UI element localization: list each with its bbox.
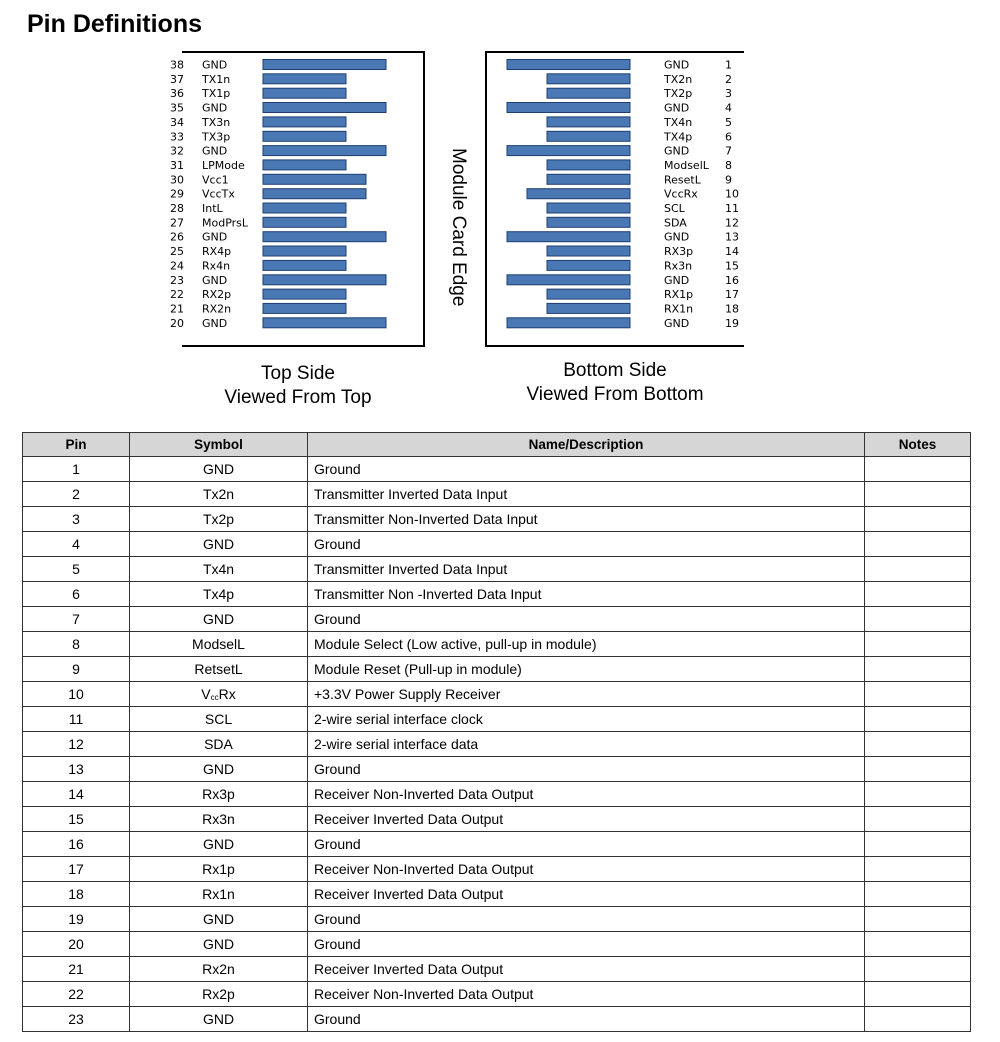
- pin-cell: 12: [23, 732, 130, 757]
- notes-cell: [865, 632, 971, 657]
- bottom-pin-label: ResetL: [664, 173, 701, 187]
- bottom-pin-13-contact: [507, 232, 630, 242]
- notes-cell: [865, 807, 971, 832]
- top-pin-32-contact: [263, 146, 386, 156]
- notes-cell: [865, 607, 971, 632]
- notes-cell: [865, 507, 971, 532]
- table-row: [23, 732, 971, 757]
- top-pin-24-contact: [263, 260, 346, 270]
- symbol-text: V: [201, 686, 211, 702]
- top-pin-label: GND: [202, 230, 228, 244]
- top-pin-22-contact: [263, 289, 346, 299]
- bottom-pin-number: 12: [725, 216, 739, 230]
- top-pin-25-contact: [263, 246, 346, 256]
- bottom-pin-3-contact: [547, 88, 630, 98]
- table-row: [23, 532, 971, 557]
- bottom-pin-number: 18: [725, 302, 739, 316]
- table-row: [23, 857, 971, 882]
- top-pin-number: 20: [170, 316, 184, 330]
- top-pin-38-contact: [263, 60, 386, 70]
- notes-cell: [865, 682, 971, 707]
- bottom-pin-label: GND: [664, 316, 690, 330]
- bottom-pin-6-contact: [547, 131, 630, 141]
- top-pin-label: TX1p: [202, 87, 231, 101]
- top-pin-number: 26: [170, 230, 184, 244]
- bottom-side-caption: [505, 359, 725, 407]
- bottom-pin-label: TX2n: [664, 72, 693, 86]
- table-row: [23, 982, 971, 1007]
- bottom-pin-number: 10: [725, 187, 739, 201]
- bottom-pin-number: 7: [725, 144, 732, 158]
- description-cell: Ground: [308, 532, 865, 557]
- top-pin-label: GND: [202, 316, 228, 330]
- bottom-pin-label: Rx3n: [664, 259, 693, 273]
- notes-cell: [865, 957, 971, 982]
- symbol-cell: GND: [130, 532, 308, 557]
- top-pin-number: 38: [170, 58, 184, 72]
- top-pin-label: RX4p: [202, 245, 232, 258]
- top-pin-label: IntL: [202, 202, 223, 215]
- bottom-pin-number: 2: [725, 72, 732, 86]
- bottom-pin-number: 15: [725, 259, 739, 273]
- symbol-cell: GND: [130, 457, 308, 482]
- bottom-pin-16-contact: [507, 275, 630, 285]
- header-notes: Notes: [865, 433, 971, 457]
- notes-cell: [865, 707, 971, 732]
- top-pin-number: 35: [170, 101, 184, 115]
- description-cell: Ground: [308, 932, 865, 957]
- top-pin-number: 37: [170, 72, 184, 86]
- bottom-pin-7-contact: [507, 146, 630, 156]
- bottom-pin-label: GND: [664, 273, 690, 287]
- symbol-cell: Tx2p: [130, 507, 308, 532]
- symbol-cell: Tx4p: [130, 582, 308, 607]
- bottom-pin-number: 17: [725, 288, 739, 302]
- symbol-cell: RetsetL: [130, 657, 308, 682]
- description-cell: Ground: [308, 832, 865, 857]
- symbol-subscript: cc: [210, 693, 219, 702]
- symbol-cell: Rx2p: [130, 982, 308, 1007]
- top-pin-31-contact: [263, 160, 346, 170]
- bottom-pin-number: 9: [725, 173, 732, 187]
- pin-cell: 13: [23, 757, 130, 782]
- bottom-pin-label: TX4p: [664, 130, 693, 144]
- header-pin: Pin: [23, 433, 130, 457]
- top-pin-number: 36: [170, 87, 184, 101]
- description-cell: Ground: [308, 907, 865, 932]
- top-pin-label: RX2p: [202, 288, 232, 302]
- table-row: [23, 632, 971, 657]
- description-cell: Receiver Non-Inverted Data Output: [308, 782, 865, 807]
- table-row: [23, 807, 971, 832]
- symbol-cell: SCL: [130, 707, 308, 732]
- bottom-pin-label: RX1n: [664, 302, 694, 316]
- bottom-pin-label: SDA: [664, 216, 687, 230]
- notes-cell: [865, 757, 971, 782]
- pinout-diagram: [0, 40, 1000, 360]
- pin-cell: 18: [23, 882, 130, 907]
- bottom-pin-label: ModselL: [664, 158, 709, 172]
- symbol-cell: GND: [130, 932, 308, 957]
- description-cell: Module Reset (Pull-up in module): [308, 657, 865, 682]
- pin-cell: 5: [23, 557, 130, 582]
- top-pin-number: 33: [170, 130, 184, 144]
- top-pin-number: 31: [170, 158, 184, 172]
- table-row: [23, 482, 971, 507]
- description-cell: Ground: [308, 757, 865, 782]
- notes-cell: [865, 932, 971, 957]
- top-pin-21-contact: [263, 303, 346, 313]
- notes-cell: [865, 582, 971, 607]
- bottom-pin-label: RX3p: [664, 245, 694, 258]
- pin-cell: 14: [23, 782, 130, 807]
- table-row: [23, 682, 971, 707]
- pin-cell: 19: [23, 907, 130, 932]
- top-pin-28-contact: [263, 203, 346, 213]
- pin-cell: 8: [23, 632, 130, 657]
- table-row: [23, 707, 971, 732]
- bottom-pin-11-contact: [547, 203, 630, 213]
- bottom-pin-label: GND: [664, 144, 690, 158]
- notes-cell: [865, 857, 971, 882]
- table-header-row: [23, 433, 971, 457]
- pin-cell: 7: [23, 607, 130, 632]
- description-cell: 2-wire serial interface data: [308, 732, 865, 757]
- table-row: [23, 507, 971, 532]
- bottom-pin-number: 4: [725, 101, 732, 115]
- pin-cell: 2: [23, 482, 130, 507]
- description-cell: Receiver Non-Inverted Data Output: [308, 857, 865, 882]
- notes-cell: [865, 732, 971, 757]
- table-row: [23, 582, 971, 607]
- symbol-cell: Rx1n: [130, 882, 308, 907]
- top-pin-label: GND: [202, 273, 228, 287]
- bottom-pin-number: 13: [725, 230, 739, 244]
- bottom-pin-number: 6: [725, 130, 732, 144]
- symbol-cell: GND: [130, 757, 308, 782]
- top-pin-number: 24: [170, 259, 184, 273]
- table-row: [23, 957, 971, 982]
- module-card-edge-label: Module Card Edge: [448, 148, 469, 307]
- bottom-pin-8-contact: [547, 160, 630, 170]
- pin-definitions-table: [22, 432, 971, 1032]
- symbol-cell: GND: [130, 907, 308, 932]
- bottom-pin-label: SCL: [664, 202, 685, 215]
- description-cell: Ground: [308, 457, 865, 482]
- symbol-cell: Rx1p: [130, 857, 308, 882]
- bottom-pin-18-contact: [547, 303, 630, 313]
- top-pin-number: 34: [170, 115, 184, 129]
- symbol-cell: Tx4n: [130, 557, 308, 582]
- pin-cell: 20: [23, 932, 130, 957]
- bottom-pin-number: 11: [725, 202, 739, 215]
- bottom-pin-number: 16: [725, 273, 739, 287]
- table-row: [23, 832, 971, 857]
- top-pin-number: 25: [170, 245, 184, 258]
- top-pin-20-contact: [263, 318, 386, 328]
- table-row: [23, 557, 971, 582]
- notes-cell: [865, 657, 971, 682]
- bottom-pin-label: RX1p: [664, 288, 694, 302]
- notes-cell: [865, 832, 971, 857]
- notes-cell: [865, 782, 971, 807]
- bottom-side-caption-line1: Bottom Side: [563, 360, 667, 381]
- top-pin-number: 29: [170, 187, 184, 201]
- top-pin-label: GND: [202, 58, 228, 72]
- top-pin-36-contact: [263, 88, 346, 98]
- top-pin-number: 23: [170, 273, 184, 287]
- bottom-pin-12-contact: [547, 217, 630, 227]
- table-row: [23, 782, 971, 807]
- pin-cell: 22: [23, 982, 130, 1007]
- notes-cell: [865, 982, 971, 1007]
- bottom-pin-2-contact: [547, 74, 630, 84]
- bottom-pin-label: GND: [664, 230, 690, 244]
- table-row: [23, 932, 971, 957]
- pin-cell: 23: [23, 1007, 130, 1032]
- symbol-cell: Rx2n: [130, 957, 308, 982]
- top-pin-label: TX3p: [202, 130, 231, 144]
- notes-cell: [865, 532, 971, 557]
- pin-cell: 6: [23, 582, 130, 607]
- pin-cell: 3: [23, 507, 130, 532]
- bottom-pin-14-contact: [547, 246, 630, 256]
- table-row: [23, 607, 971, 632]
- page-title: Pin Definitions: [27, 10, 202, 38]
- description-cell: Ground: [308, 607, 865, 632]
- pin-cell: 9: [23, 657, 130, 682]
- top-side-caption: [198, 362, 398, 410]
- bottom-pin-number: 19: [725, 316, 739, 330]
- bottom-pin-label: TX2p: [664, 87, 693, 101]
- description-cell: Transmitter Inverted Data Input: [308, 482, 865, 507]
- description-cell: Transmitter Non-Inverted Data Input: [308, 507, 865, 532]
- table-row: [23, 757, 971, 782]
- bottom-pin-10-contact: [527, 189, 630, 199]
- top-side-caption-line2: Viewed From Top: [224, 387, 372, 408]
- top-pin-label: LPMode: [202, 158, 245, 172]
- bottom-side-caption-line2: Viewed From Bottom: [526, 384, 704, 405]
- bottom-pin-number: 8: [725, 158, 732, 172]
- bottom-pin-number: 3: [725, 87, 732, 101]
- top-pin-26-contact: [263, 232, 386, 242]
- top-pin-label: Vcc1: [202, 173, 229, 187]
- notes-cell: [865, 907, 971, 932]
- bottom-pin-number: 1: [725, 58, 732, 72]
- top-pin-label: GND: [202, 144, 228, 158]
- table-row: [23, 907, 971, 932]
- description-cell: Receiver Inverted Data Output: [308, 882, 865, 907]
- bottom-pin-label: GND: [664, 101, 690, 115]
- top-pin-label: TX3n: [202, 115, 231, 129]
- bottom-pin-15-contact: [547, 260, 630, 270]
- notes-cell: [865, 1007, 971, 1032]
- top-pin-number: 27: [170, 216, 184, 230]
- notes-cell: [865, 482, 971, 507]
- top-pin-37-contact: [263, 74, 346, 84]
- description-cell: Receiver Non-Inverted Data Output: [308, 982, 865, 1007]
- symbol-cell: GND: [130, 832, 308, 857]
- notes-cell: [865, 882, 971, 907]
- bottom-pin-17-contact: [547, 289, 630, 299]
- bottom-pin-label: TX4n: [664, 115, 693, 129]
- table-row: [23, 882, 971, 907]
- table-row: [23, 657, 971, 682]
- description-cell: Ground: [308, 1007, 865, 1032]
- notes-cell: [865, 457, 971, 482]
- table-row: [23, 1007, 971, 1032]
- top-pin-number: 32: [170, 144, 184, 158]
- pin-cell: 11: [23, 707, 130, 732]
- header-description: Name/Description: [308, 433, 865, 457]
- symbol-cell: SDA: [130, 732, 308, 757]
- top-pin-27-contact: [263, 217, 346, 227]
- top-pin-number: 22: [170, 288, 184, 302]
- top-side-caption-line1: Top Side: [261, 363, 335, 384]
- top-pin-label: TX1n: [202, 72, 231, 86]
- top-pin-35-contact: [263, 103, 386, 113]
- pin-cell: 15: [23, 807, 130, 832]
- bottom-pin-label: VccRx: [664, 187, 698, 201]
- description-cell: Module Select (Low active, pull-up in module): [308, 632, 865, 657]
- pin-cell: 10: [23, 682, 130, 707]
- table-row: [23, 457, 971, 482]
- bottom-pin-4-contact: [507, 103, 630, 113]
- top-pin-34-contact: [263, 117, 346, 127]
- header-symbol: Symbol: [130, 433, 308, 457]
- bottom-pin-19-contact: [507, 318, 630, 328]
- pin-cell: 21: [23, 957, 130, 982]
- pin-cell: 17: [23, 857, 130, 882]
- description-cell: Receiver Inverted Data Output: [308, 957, 865, 982]
- top-pin-label: Rx4n: [202, 259, 231, 273]
- top-pin-label: RX2n: [202, 302, 232, 316]
- top-pin-29-contact: [263, 189, 366, 199]
- symbol-text: Rx: [218, 686, 236, 702]
- description-cell: +3.3V Power Supply Receiver: [308, 682, 865, 707]
- top-pin-label: GND: [202, 101, 228, 115]
- bottom-pin-label: GND: [664, 58, 690, 72]
- pin-cell: 1: [23, 457, 130, 482]
- top-pin-33-contact: [263, 131, 346, 141]
- top-pin-23-contact: [263, 275, 386, 285]
- symbol-cell: [130, 682, 308, 707]
- top-pin-number: 28: [170, 202, 184, 215]
- description-cell: Transmitter Inverted Data Input: [308, 557, 865, 582]
- bottom-pin-number: 14: [725, 245, 739, 258]
- top-pin-label: VccTx: [202, 187, 235, 201]
- bottom-pin-1-contact: [507, 60, 630, 70]
- pin-cell: 16: [23, 832, 130, 857]
- symbol-cell: Rx3p: [130, 782, 308, 807]
- bottom-pin-9-contact: [547, 174, 630, 184]
- notes-cell: [865, 557, 971, 582]
- top-pin-30-contact: [263, 174, 366, 184]
- symbol-cell: ModselL: [130, 632, 308, 657]
- symbol-cell: GND: [130, 607, 308, 632]
- pin-cell: 4: [23, 532, 130, 557]
- description-cell: Transmitter Non -Inverted Data Input: [308, 582, 865, 607]
- symbol-cell: Rx3n: [130, 807, 308, 832]
- description-cell: Receiver Inverted Data Output: [308, 807, 865, 832]
- bottom-pin-5-contact: [547, 117, 630, 127]
- top-pin-label: ModPrsL: [202, 216, 249, 230]
- symbol-cell: Tx2n: [130, 482, 308, 507]
- description-cell: 2-wire serial interface clock: [308, 707, 865, 732]
- bottom-pin-number: 5: [725, 115, 732, 129]
- symbol-cell: GND: [130, 1007, 308, 1032]
- top-pin-number: 21: [170, 302, 184, 316]
- top-pin-number: 30: [170, 173, 184, 187]
